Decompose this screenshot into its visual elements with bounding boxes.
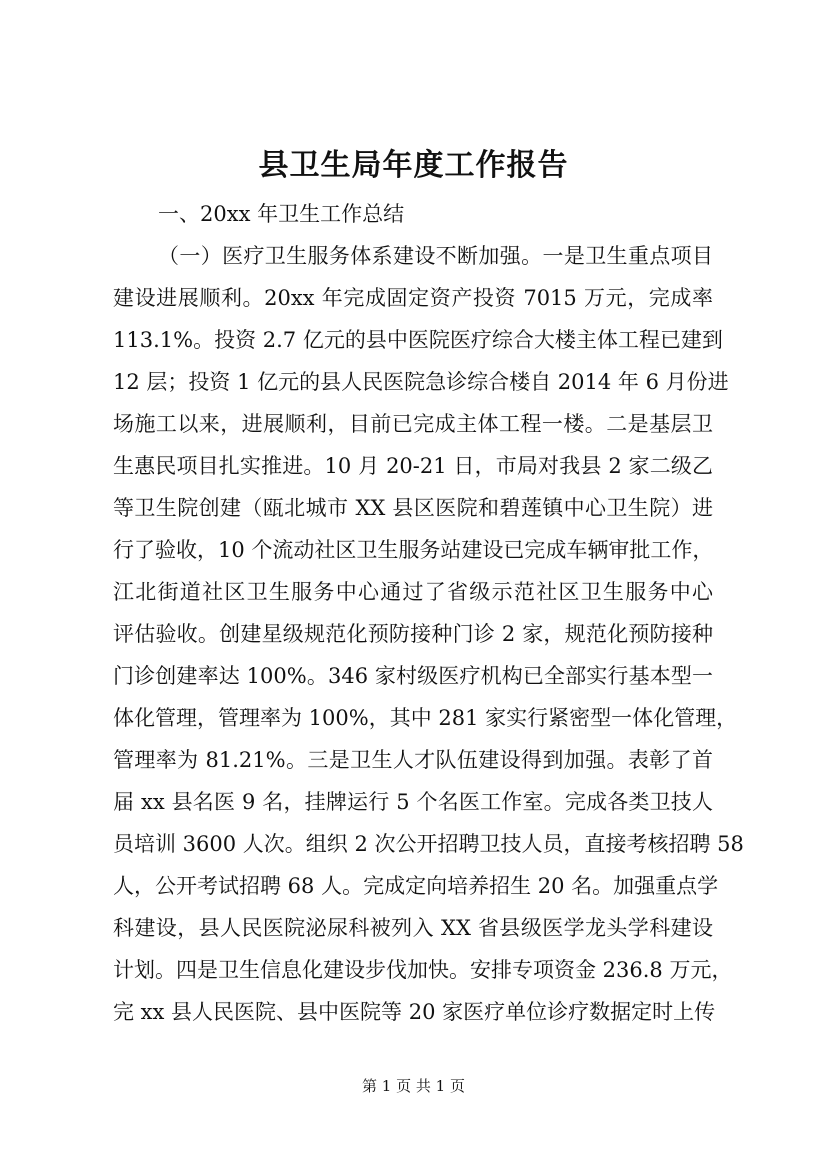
body-line: 113.1%。投资 2.7 亿元的县中医院医疗综合大楼主体工程已建到 [113,328,723,352]
body-line: 届 xx 县名医 9 名，挂牌运行 5 个名医工作室。完成各类卫技人 [113,790,713,814]
body-line: 管理率为 81.21%。三是卫生人才队伍建设得到加强。表彰了首 [113,748,713,772]
body-line: 建设进展顺利。20xx 年完成固定资产投资 7015 万元，完成率 [113,286,713,310]
body-line: 员培训 3600 人次。组织 2 次公开招聘卫技人员，直接考核招聘 58 [113,832,744,856]
body-line: 体化管理，管理率为 100%，其中 281 家实行紧密型一体化管理， [113,706,738,730]
body-line: 完 xx 县人民医院、县中医院等 20 家医疗单位诊疗数据定时上传 [113,1000,716,1024]
body-line: （一）医疗卫生服务体系建设不断加强。一是卫生重点项目 [158,244,713,268]
body-line: 计划。四是卫生信息化建设步伐加快。安排专项资金 236.8 万元， [113,958,733,982]
section-heading: 一、20xx 年卫生工作总结 [158,202,405,226]
body-line: 等卫生院创建（瓯北城市 XX 县区医院和碧莲镇中心卫生院）进 [113,496,713,520]
body-line: 评估验收。创建星级规范化预防接种门诊 2 家，规范化预防接种 [113,622,713,646]
page-footer: 第 1 页 共 1 页 [362,1077,465,1095]
body-line: 人，公开考试招聘 68 人。完成定向培养招生 20 名。加强重点学 [113,874,719,898]
body-line: 生惠民项目扎实推进。10 月 20-21 日，市局对我县 2 家二级乙 [113,454,713,478]
document-title: 县卫生局年度工作报告 [258,148,569,183]
body-line: 科建设，县人民医院泌尿科被列入 XX 省县级医学龙头学科建设 [113,916,713,940]
body-line: 行了验收，10 个流动社区卫生服务站建设已完成车辆审批工作， [113,538,714,562]
body-line: 场施工以来，进展顺利，目前已完成主体工程一楼。二是基层卫 [113,412,713,436]
body-line: 12 层；投资 1 亿元的县人民医院急诊综合楼自 2014 年 6 月份进 [113,370,729,394]
body-line: 江北街道社区卫生服务中心通过了省级示范社区卫生服务中心 [113,580,713,604]
body-line: 门诊创建率达 100%。346 家村级医疗机构已全部实行基本型一 [113,664,713,688]
